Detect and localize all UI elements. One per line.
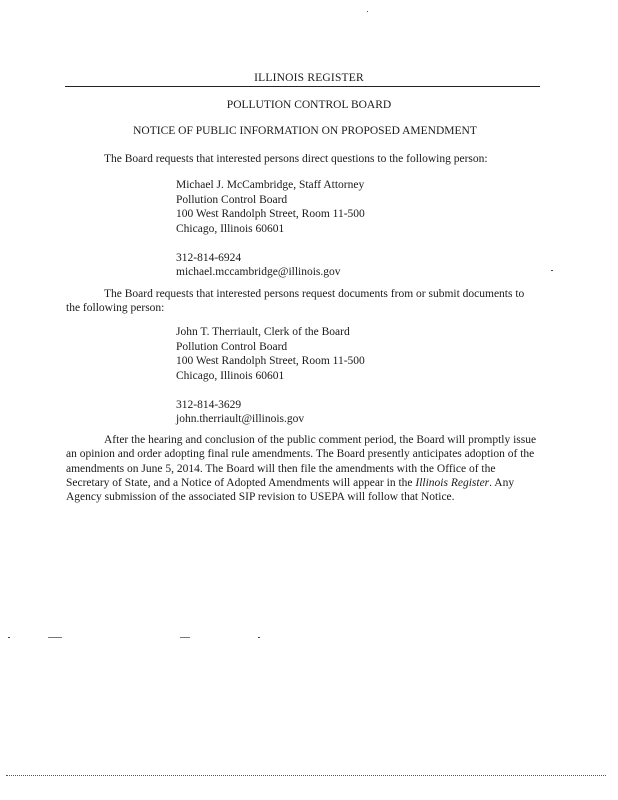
contact-city: Chicago, Illinois 60601 [176, 369, 285, 382]
illinois-register-italic: Illinois Register [415, 476, 490, 489]
closing-paragraph [66, 433, 538, 504]
questions-intro: The Board requests that interested persons direct questions to the following person: [104, 153, 488, 165]
register-title: ILLINOIS REGISTER [254, 72, 364, 84]
documents-intro: The Board requests that interested persons request documents from or submit documents to the following person: [66, 288, 525, 314]
closing-text-part-2: . Any Agency submission of the associated SIP revision to USEPA will follow that Notice. [66, 476, 515, 504]
contact-org: Pollution Control Board [176, 193, 288, 206]
contact-org: Pollution Control Board [176, 340, 288, 353]
contact-phone: 312-814-6924 [176, 251, 242, 264]
contact-email: michael.mccambridge@illinois.gov [176, 266, 341, 278]
scan-speck [258, 637, 260, 638]
scan-speck [551, 270, 553, 271]
scan-speck [48, 637, 62, 638]
scan-speck [180, 637, 190, 638]
contact-street: 100 West Randolph Street, Room 11-500 [176, 208, 365, 220]
board-title: POLLUTION CONTROL BOARD [226, 99, 392, 111]
contact-street: 100 West Randolph Street, Room 11-500 [176, 355, 365, 367]
scan-speck [8, 637, 10, 638]
contact-phone: 312-814-3629 [176, 398, 242, 411]
contact-name: Michael J. McCambridge, Staff Attorney [176, 179, 365, 191]
scan-speck [367, 11, 368, 12]
contact-name: John T. Therriault, Clerk of the Board [176, 326, 350, 338]
contact-email: john.therriault@illinois.gov [176, 413, 305, 425]
header-rule [65, 86, 540, 87]
contact-city: Chicago, Illinois 60601 [176, 222, 285, 235]
bottom-scan-line [6, 775, 606, 776]
notice-title: NOTICE OF PUBLIC INFORMATION ON PROPOSED AMENDMENT [133, 125, 477, 137]
documents-contact-block [176, 325, 365, 427]
closing-text-part-1: After the hearing and conclusion of the public comment period, the Board will promptly issue an opinion and order adopting final rule amendments. The Board presently anticipates adoption of the amendments on June 5, 2014. The Board will then file the amendments with the Office of the Secretary of State, and a Notice of Adopted Amendments will appear in the [66, 434, 537, 489]
questions-contact-block [176, 178, 365, 280]
